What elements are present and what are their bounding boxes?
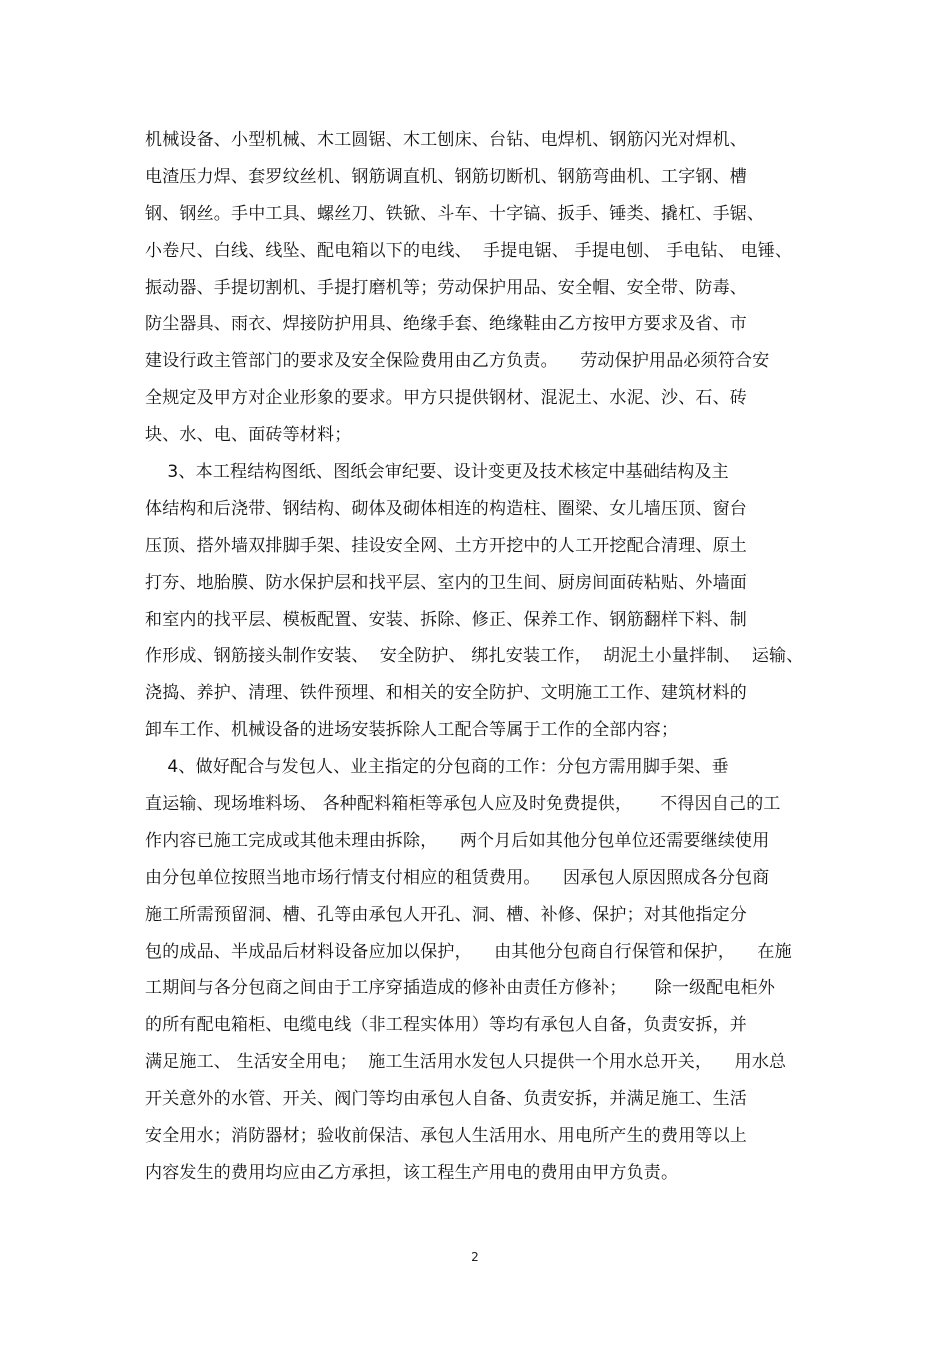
text-line: 浇捣、养护、清理、铁件预埋、和相关的安全防护、文明施工工作、建筑材料的 (145, 683, 747, 704)
text-line: 开关意外的水管、开关、阀门等均由承包人自备、负责安拆，并满足施工、生活 (145, 1089, 747, 1110)
text-line: 的所有配电箱柜、电缆电线（非工程实体用）等均有承包人自备，负责安拆，并 (145, 1015, 747, 1036)
text-line: 内容发生的费用均应由乙方承担，该工程生产用电的费用由甲方负责。 (145, 1162, 679, 1183)
text-line: 块、水、电、面砖等材料； (145, 425, 352, 446)
text-line: 振动器、手提切割机、手提打磨机等；劳动保护用品、安全帽、安全带、防毒、 (145, 277, 747, 298)
text-line: 钢、钢丝。手中工具、螺丝刀、铁锨、斗车、十字镐、扳手、锤类、撬杠、手锯、 (145, 203, 765, 224)
text-line: 体结构和后浇带、钢结构、砌体及砌体相连的构造柱、圈梁、女儿墙压顶、窗台 (145, 498, 747, 519)
text-line: 安全用水；消防器材；验收前保洁、承包人生活用水、用电所产生的费用等以上 (145, 1126, 747, 1147)
text-line: 直运输、现场堆料场、 各种配料箱柜等承包人应及时免费提供， 不得因自己的工 (145, 794, 781, 815)
text-line: 电渣压力焊、套罗纹丝机、钢筋调直机、钢筋切断机、钢筋弯曲机、工字钢、槽 (145, 166, 747, 187)
text-line: 4、做好配合与发包人、业主指定的分包商的工作：分包方需用脚手架、垂 (145, 757, 729, 778)
text-line: 作形成、钢筋接头制作安装、 安全防护、 绑扎安装工作， 胡泥土小量拌制、 运输、 (145, 646, 804, 667)
text-line: 机械设备、小型机械、木工圆锯、木工刨床、台钻、电焊机、钢筋闪光对焊机、 (145, 130, 747, 150)
text-line: 防尘器具、雨衣、焊接防护用具、绝缘手套、绝缘鞋由乙方按甲方要求及省、市 (145, 314, 747, 335)
text-line: 包的成品、半成品后材料设备应加以保护， 由其他分包商自行保管和保护， 在施 (145, 941, 792, 962)
text-line: 小卷尺、白线、线坠、配电箱以下的电线、 手提电锯、 手提电刨、 手电钻、 电锤、 (145, 240, 793, 261)
body-text (145, 122, 835, 1192)
text-line: 和室内的找平层、模板配置、安装、拆除、修正、保养工作、钢筋翻样下料、制 (145, 609, 747, 630)
text-line: 施工所需预留洞、槽、孔等由承包人开孔、洞、槽、补修、保护；对其他指定分 (145, 904, 747, 925)
text-line: 全规定及甲方对企业形象的要求。甲方只提供钢材、混泥土、水泥、沙、石、砖 (145, 388, 747, 409)
text-line: 压顶、搭外墙双排脚手架、挂设安全网、土方开挖中的人工开挖配合清理、原土 (145, 535, 747, 556)
text-line: 卸车工作、机械设备的进场安装拆除人工配合等属于工作的全部内容； (145, 720, 679, 741)
text-line: 满足施工、 生活安全用电； 施工生活用水发包人只提供一个用水总开关， 用水总 (145, 1052, 787, 1073)
text-line: 建设行政主管部门的要求及安全保险费用由乙方负责。 劳动保护用品必须符合安 (145, 351, 770, 372)
page-number: 2 (471, 1250, 479, 1264)
text-line: 工期间与各分包商之间由于工序穿插造成的修补由责任方修补； 除一级配电柜外 (145, 978, 776, 999)
text-line: 作内容已施工完成或其他未理由拆除， 两个月后如其他分包单位还需要继续使用 (145, 830, 770, 851)
text-line: 打夯、地胎膜、防水保护层和找平层、室内的卫生间、厨房间面砖粘贴、外墙面 (145, 572, 747, 593)
text-line: 由分包单位按照当地市场行情支付相应的租赁费用。 因承包人原因照成各分包商 (145, 867, 770, 888)
text-line: 3、本工程结构图纸、图纸会审纪要、设计变更及技术核定中基础结构及主 (145, 462, 729, 483)
